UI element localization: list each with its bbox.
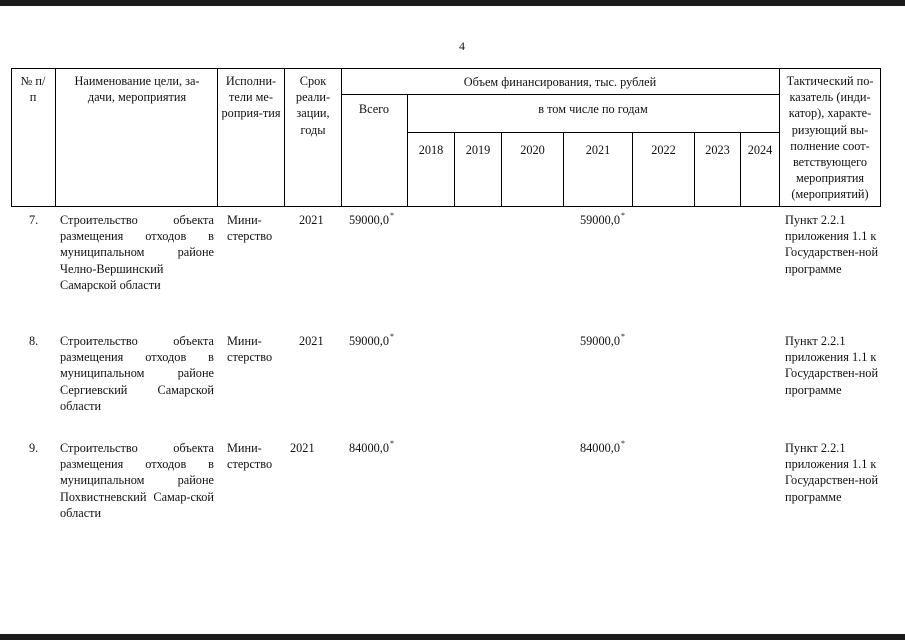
row-total: 84000,0* [349, 439, 394, 455]
header-term: Срок реали-зации, годы [295, 74, 331, 137]
row-name: Строительство объекта размещения отходов в муниципальном районе Похвистневский Самар-ской области [60, 441, 214, 520]
row-executor: Мини-стерство [227, 213, 273, 244]
row-indicator: Пункт 2.2.1 приложения 1.1 к Государствен-ной программе [785, 334, 879, 397]
scan-bottom-border [0, 634, 905, 640]
header-total: Всего [358, 102, 390, 116]
row-indicator: Пункт 2.2.1 приложения 1.1 к Государствен-ной программе [785, 441, 879, 504]
row-2021-value: 59000,0* [580, 332, 625, 348]
row-num: 9. [29, 441, 39, 455]
row-term: 2021 [299, 213, 324, 227]
row-num: 7. [29, 213, 39, 227]
header-year-2022: 2022 [651, 143, 676, 157]
row-term: 2021 [299, 334, 324, 348]
row-term: 2021 [290, 441, 315, 455]
row-total: 59000,0* [349, 211, 394, 227]
header-year-2021: 2021 [585, 143, 611, 157]
header-name: Наименование цели, за-дачи, мероприятия [74, 74, 200, 105]
row-name: Строительство объекта размещения отходов в муниципальном районе Челно-Вершинский Самарской области [60, 213, 214, 292]
header-by-years: в том числе по годам [538, 102, 648, 116]
page-number: 4 [459, 39, 465, 53]
header-year-2020: 2020 [520, 143, 545, 157]
scan-top-border [0, 0, 905, 6]
row-2021-value: 84000,0* [580, 439, 625, 455]
header-executors: Исполни-тели ме-роприя-тия [221, 74, 281, 121]
row-name: Строительство объекта размещения отходов в муниципальном районе Сергиевский Самарской области [60, 334, 214, 413]
header-financing: Объем финансирования, тыс. рублей [463, 75, 657, 89]
header-indicator: Тактический по-казатель (инди-катор), характе-ризующий вы-полнение соот-ветствующего мероприятия (мероприятий) [786, 74, 874, 202]
row-total: 59000,0* [349, 332, 394, 348]
row-indicator: Пункт 2.2.1 приложения 1.1 к Государствен-ной программе [785, 213, 879, 276]
header-year-2018: 2018 [418, 143, 444, 157]
header-num: № п/п [20, 74, 46, 105]
row-2021-value: 59000,0* [580, 211, 625, 227]
header-year-2024: 2024 [747, 143, 773, 157]
row-num: 8. [29, 334, 39, 348]
row-executor: Мини-стерство [227, 441, 273, 472]
row-executor: Мини-стерство [227, 334, 273, 365]
header-year-2023: 2023 [705, 143, 730, 157]
header-year-2019: 2019 [465, 143, 491, 157]
